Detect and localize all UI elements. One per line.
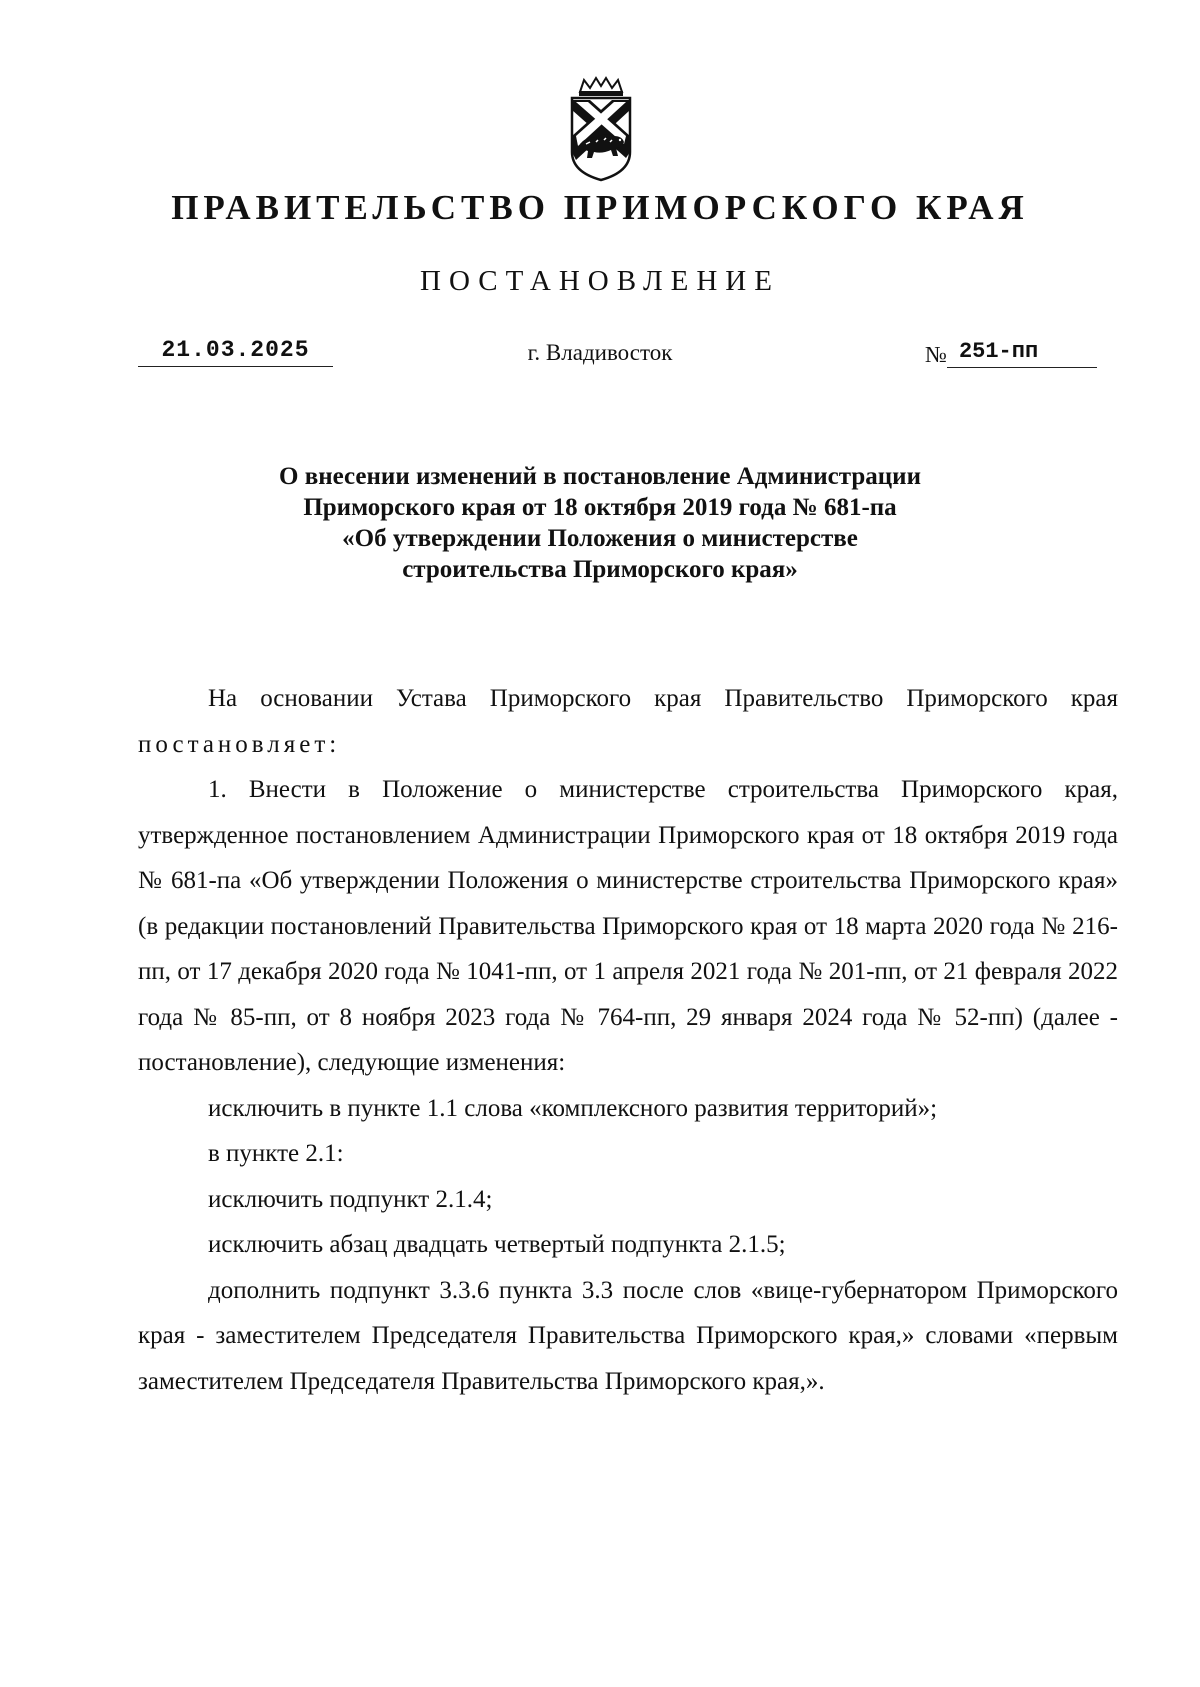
body-paragraph: дополнить подпункт 3.3.6 пункта 3.3 после слов «вице-губернатором Приморского края - заместителем Председателя Правительства Приморского края,» словами «первым заместителем Председателя Правительства Приморского края,». — [138, 1276, 1118, 1395]
body-paragraph: исключить абзац двадцать четвертый подпункта 2.1.5; — [208, 1231, 786, 1258]
coat-of-arms-icon — [566, 74, 636, 184]
number-sign: № — [925, 342, 947, 367]
body-paragraph: 1. Внести в Положение о министерстве строительства Приморского края, утвержденное постановлением Администрации Приморского края от 18 октября 2019 года № 681-па «Об утверждении Положения о министерстве строительства Приморского края» (в редакции постановлений Правительства Приморского края от 18 марта 2020 года № 216-пп, от 17 декабря 2020 года № 1041-пп, от 1 апреля 2021 года № 201-пп, от 21 февраля 2022 года № 85-пп, от 8 ноября 2023 года № 764-пп, 29 января 2024 года № 52-пп) (далее - постановление), следующие изменения: — [138, 776, 1118, 1076]
body-paragraph: исключить подпункт 2.1.4; — [208, 1185, 493, 1213]
document-type: ПОСТАНОВЛЕНИЕ — [420, 265, 780, 297]
document-body — [138, 676, 1118, 1404]
preamble-decree-word: постановляет — [138, 730, 330, 758]
document-subject — [0, 461, 1200, 585]
subject-line: Приморского края от 18 октября 2019 года № 681-па — [303, 494, 897, 521]
preamble-text: На основании Устава Приморского края Правительство Приморского края — [208, 685, 1118, 712]
body-paragraph: в пункте 2.1: — [208, 1140, 344, 1167]
preamble-paragraph — [138, 676, 1118, 767]
subject-line: строительства Приморского края» — [402, 556, 798, 583]
document-number: 251-пп — [947, 339, 1097, 368]
document-date: 21.03.2025 — [138, 337, 333, 367]
government-title: ПРАВИТЕЛЬСТВО ПРИМОРСКОГО КРАЯ — [171, 188, 1029, 227]
document-city: г. Владивосток — [527, 340, 673, 365]
subject-line: «Об утверждении Положения о министерстве — [342, 525, 858, 552]
preamble-colon: : — [329, 730, 337, 758]
subject-line: О внесении изменений в постановление Администрации — [279, 463, 921, 490]
document-number-block — [925, 337, 1097, 368]
body-paragraph: исключить в пункте 1.1 слова «комплексного развития территорий»; — [208, 1094, 938, 1122]
